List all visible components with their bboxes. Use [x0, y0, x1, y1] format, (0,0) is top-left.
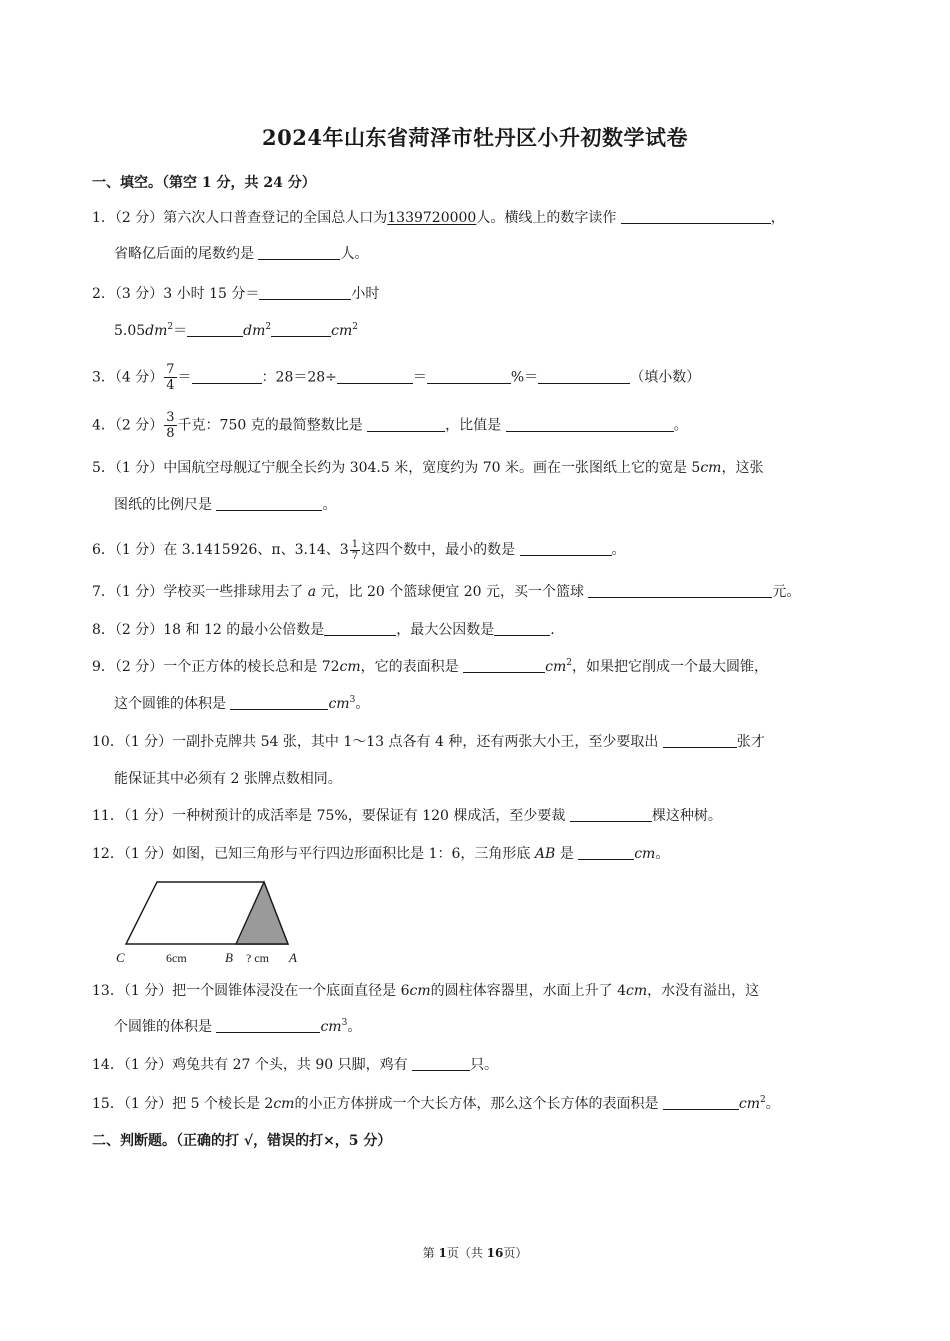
answer-blank[interactable] [216, 496, 322, 511]
answer-blank[interactable] [578, 845, 634, 860]
question-11: 11．（1 分）一种树预计的成活率是 75%，要保证有 120 棵成活，至少要裁 棵这种树。 [92, 808, 722, 824]
label-length: 6cm [166, 951, 187, 965]
question-13-line-2: 个圆锥的体积是 $cm^3$。 [114, 1018, 362, 1035]
question-10-line-2: 能保证其中必须有 2 张牌点数相同。 [114, 771, 342, 787]
fraction: $\frac{7}{4}$ [166, 362, 175, 393]
triangle-shape [236, 882, 288, 944]
page-title: 2024年山东省菏泽市牡丹区小升初数学试卷 [262, 125, 688, 150]
label-b: B [225, 950, 233, 965]
answer-blank[interactable] [588, 583, 772, 598]
question-7: 7．（1 分）学校买一些排球用去了 a 元，比 20 个篮球便宜 20 元，买一个篮球 元。 [92, 584, 801, 600]
label-a: A [289, 950, 297, 965]
page-number: 1 [438, 1246, 447, 1260]
answer-blank[interactable] [663, 1095, 739, 1110]
answer-blank[interactable] [230, 695, 328, 710]
question-9-line-1: 9．（2 分）一个正方体的棱长总和是 72cm，它的表面积是 $cm^2$，如果把它削成一个最大圆锥， [92, 658, 768, 675]
question-5-line-1: 5．（1 分）中国航空母舰辽宁舰全长约为 304.5 米，宽度约为 70 米。画在一张图纸上它的宽是 5cm，这张 [92, 460, 764, 476]
answer-blank[interactable] [192, 369, 262, 384]
answer-blank[interactable] [187, 322, 243, 337]
answer-blank[interactable] [412, 1056, 470, 1071]
question-13-line-1: 13．（1 分）把一个圆锥体浸没在一个底面直径是 6cm的圆柱体容器里，水面上升了 4cm，水没有溢出，这 [92, 983, 760, 999]
answer-blank[interactable] [324, 621, 396, 636]
section-heading-fill-in: 一、填空。（第空 1 分，共 24 分） [92, 175, 316, 191]
page-footer: 第 1页（共 16页） [422, 1246, 528, 1260]
answer-blank[interactable] [663, 733, 737, 748]
label-unknown-length: ? cm [246, 951, 269, 965]
question-1-line-2: 省略亿后面的尾数约是 人。 [114, 246, 369, 262]
answer-blank[interactable] [271, 322, 331, 337]
question-15: 15．（1 分）把 5 个棱长是 2cm的小正方体拼成一个大长方体，那么这个长方体的表面积是 $cm^2$。 [92, 1095, 780, 1112]
answer-blank[interactable] [427, 369, 511, 384]
answer-blank[interactable] [367, 417, 445, 432]
answer-blank[interactable] [538, 369, 630, 384]
answer-blank[interactable] [520, 541, 612, 556]
question-5-line-2: 图纸的比例尺是 。 [114, 497, 337, 513]
answer-blank[interactable] [463, 658, 545, 673]
section-heading-true-false: 二、判断题。（正确的打 √，错误的打×，5 分） [92, 1133, 392, 1149]
answer-blank[interactable] [621, 209, 771, 224]
answer-blank[interactable] [494, 621, 550, 636]
fraction: $\frac{3}{8}$ [166, 410, 175, 441]
answer-blank[interactable] [258, 245, 340, 260]
question-8: 8．（2 分）18 和 12 的最小公倍数是 ，最大公因数是 . [92, 622, 555, 638]
question-9-line-2: 这个圆锥的体积是 $cm^3$。 [114, 695, 370, 712]
answer-blank[interactable] [259, 285, 351, 300]
total-pages: 16 [486, 1246, 504, 1260]
question-2-line-2: $5.05dm^2= dm^2$ $cm^2$ [114, 322, 358, 339]
question-1-line-1: 1．（2 分）第六次人口普查登记的全国总人口为1339720000人。横线上的数字读作 ， [92, 210, 785, 226]
question-10-line-1: 10．（1 分）一副扑克牌共 54 张，其中 1～13 点各有 4 种，还有两张大小王，至少要取出 张才 [92, 734, 765, 750]
question-3: 3．（4 分） $\frac{7}{4}$ ＝ ：28＝28÷ ＝ %＝ （填小数） [92, 362, 701, 393]
question-12: 12．（1 分）如图，已知三角形与平行四边形面积比是 1：6，三角形底 AB 是 cm。 [92, 846, 670, 862]
population-number: 1339720000 [387, 210, 477, 226]
answer-blank[interactable] [337, 369, 413, 384]
answer-blank[interactable] [570, 807, 652, 822]
label-c: C [116, 950, 125, 965]
question-14: 14．（1 分）鸡兔共有 27 个头，共 90 只脚，鸡有 只。 [92, 1057, 499, 1073]
parallelogram-triangle-figure [112, 876, 312, 968]
answer-blank[interactable] [506, 417, 674, 432]
answer-blank[interactable] [216, 1018, 320, 1033]
question-6: 6．（1 分）在 3.1415926、π、3.14、3 $\frac{1}{7}$ 这四个数中，最小的数是 。 [92, 538, 626, 562]
fraction: $\frac{1}{7}$ [351, 538, 359, 562]
question-4: 4．（2 分） $\frac{3}{8}$ 千克：750 克的最简整数比是 ，比值是 。 [92, 410, 688, 441]
question-2-line-1: 2．（3 分）3 小时 15 分＝ 小时 [92, 286, 380, 302]
